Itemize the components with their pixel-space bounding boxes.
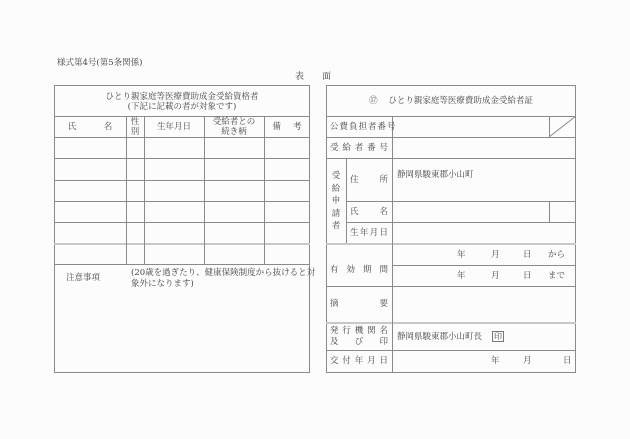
issue-date-year: 年	[491, 356, 500, 366]
validity-to-row[interactable]	[393, 266, 575, 286]
issue-date-day: 日	[563, 356, 572, 366]
official-seal-icon: 印	[494, 332, 502, 341]
validity-from-row[interactable]	[393, 244, 575, 265]
column-header-birthdate: 生年月日	[156, 121, 191, 132]
public-payer-number-label: 公費負担者番号	[330, 122, 397, 132]
eligibility-title: ひとり親家庭等医療費助成金受給資格者	[105, 92, 259, 102]
summary-label: 摘 要	[330, 299, 388, 309]
side-label-men: 面	[322, 72, 332, 82]
circled-number: ⑰	[369, 96, 378, 106]
eligibility-subtitle: (下記に記載の者が対象です)	[127, 102, 237, 112]
column-header-relationship: 受給者との 続き柄	[212, 116, 256, 137]
validity-period-label: 有 効 期 間	[330, 265, 388, 275]
validity-to-month: 月	[491, 271, 500, 281]
validity-to-year: 年	[457, 271, 466, 281]
table-row[interactable]	[55, 159, 309, 179]
certificate-title-row	[326, 96, 576, 106]
address-value[interactable]: 静岡県駿東郡小山町	[397, 170, 474, 180]
applicant-group-label: 受 給 申 請 者	[331, 171, 341, 231]
public-payer-number-field[interactable]	[393, 117, 548, 137]
validity-from-suffix: から	[548, 250, 566, 260]
column-header-remarks: 備 考	[272, 121, 302, 132]
column-header-name: 氏 名	[67, 121, 113, 132]
summary-field[interactable]	[393, 287, 575, 321]
table-row[interactable]	[55, 223, 309, 243]
recipient-number-label: 受 給 者 番 号	[330, 143, 388, 153]
notes-text-line1: (20歳を過ぎたり、健康保険制度から抜けると対	[131, 268, 316, 278]
birthdate-field[interactable]	[393, 223, 575, 243]
name-label: 氏 名	[350, 207, 388, 217]
divider	[326, 322, 576, 324]
issue-date-row[interactable]	[393, 351, 575, 372]
birthdate-label: 生 年 月 日	[350, 228, 388, 238]
issuer-value: 静岡県駿東郡小山町長	[397, 332, 483, 342]
column-header-sex: 性 別	[130, 116, 140, 137]
diagonal-slash-icon	[549, 116, 576, 137]
table-row[interactable]	[55, 245, 309, 264]
divider	[346, 158, 347, 243]
recipient-number-field[interactable]	[393, 138, 575, 158]
issuer-label-line2: 及 び 印	[330, 337, 388, 347]
validity-to-suffix: まで	[548, 271, 566, 281]
divider	[54, 264, 310, 265]
validity-from-year: 年	[457, 250, 466, 260]
form-number: 様式第4号(第5条関係)	[57, 58, 143, 68]
notes-text-line2: 象外になります)	[131, 279, 194, 289]
name-field[interactable]	[393, 202, 548, 222]
validity-from-month: 月	[491, 250, 500, 260]
divider	[326, 158, 576, 159]
issuer-label-line1: 発 行 機 関 名	[330, 326, 388, 336]
table-row[interactable]	[55, 181, 309, 201]
validity-from-day: 日	[523, 250, 532, 260]
side-label-omote: 表	[295, 72, 305, 82]
issue-date-label: 交 付 年 月 日	[330, 356, 388, 366]
address-label: 住 所	[350, 175, 388, 185]
table-row[interactable]	[55, 202, 309, 222]
issue-date-month: 月	[523, 356, 532, 366]
notes-label: 注意事項	[66, 273, 101, 283]
divider	[549, 201, 550, 222]
certificate-title: ひとり親家庭等医療費助成金受給者証	[388, 96, 533, 106]
validity-to-day: 日	[523, 271, 532, 281]
table-row[interactable]	[55, 138, 309, 158]
